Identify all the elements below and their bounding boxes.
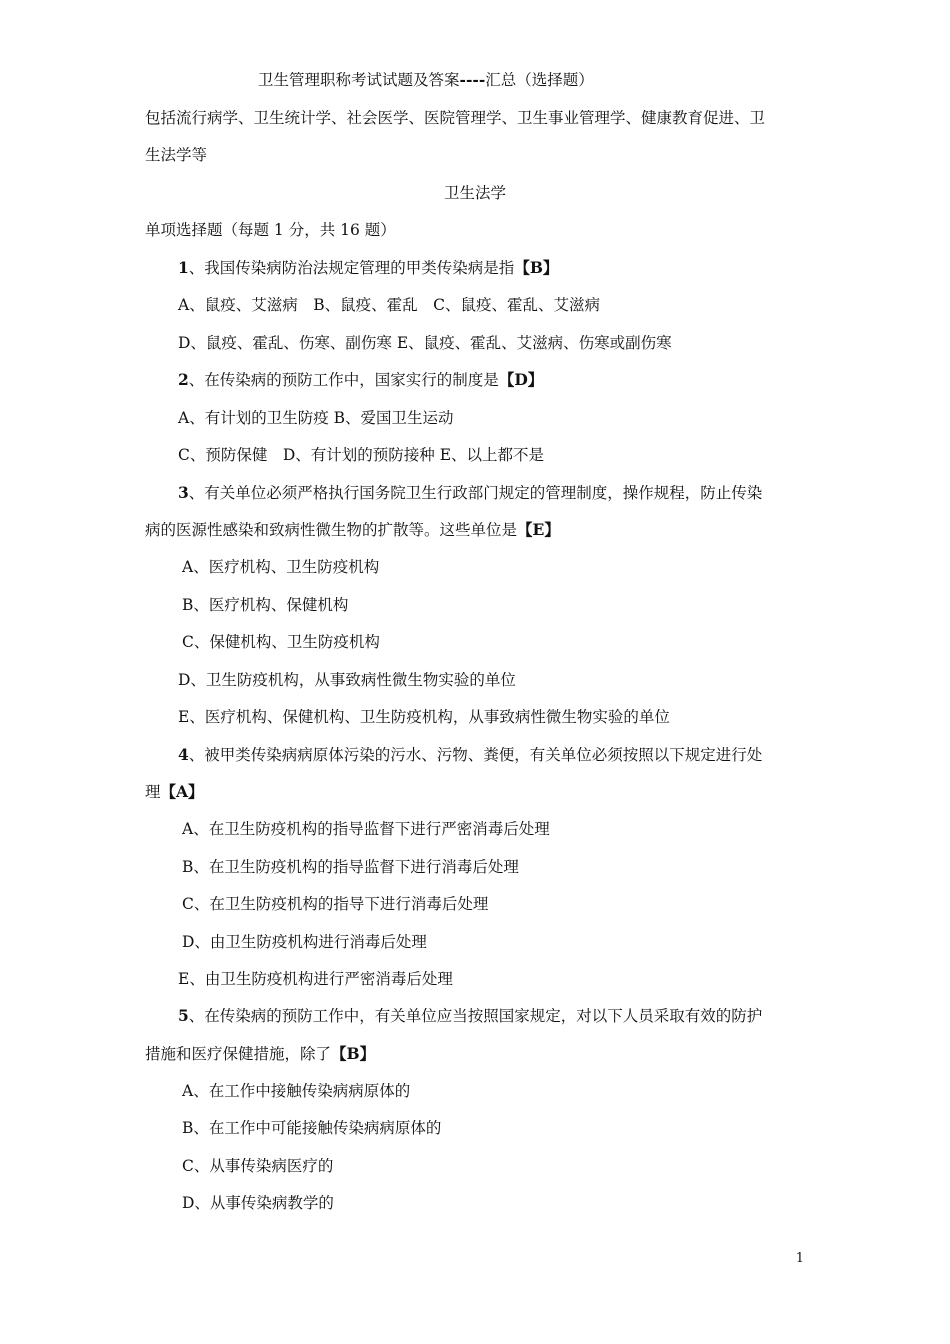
question-text: 、在传染病的预防工作中，有关单位应当按照国家规定，对以下人员采取有效的防护 [188,1007,763,1025]
question-number: 2 [178,370,189,389]
q4-option-e: E、由卫生防疫机构进行严密消毒后处理 [178,970,453,988]
question-text: 、我国传染病防治法规定管理的甲类传染病是指 [188,259,515,277]
question-3-cont [145,520,560,540]
question-2 [178,370,543,390]
q5-option-d: D、从事传染病教学的 [182,1194,334,1212]
answer-key: 【A】 [160,782,204,801]
intro-line-2: 生法学等 [145,146,208,164]
intro-line-1: 包括流行病学、卫生统计学、社会医学、医院管理学、卫生事业管理学、健康教育促进、卫 [145,109,766,127]
q5-option-c: C、从事传染病医疗的 [182,1157,334,1175]
question-3 [178,483,762,503]
answer-key: 【B】 [514,258,559,277]
answer-key: 【D】 [498,370,544,389]
doc-title-suffix: 汇总（选择题） [485,71,594,89]
question-text: 、被甲类传染病病原体污染的污水、污物、粪便，有关单位必须按照以下规定进行处 [188,746,763,764]
q1-options-line-1: A、鼠疫、艾滋病 B、鼠疫、霍乱 C、鼠疫、霍乱、艾滋病 [178,296,600,314]
q4-option-a: A、在卫生防疫机构的指导监督下进行严密消毒后处理 [182,820,550,838]
q5-option-a: A、在工作中接触传染病病原体的 [182,1082,411,1100]
question-text: 病的医源性感染和致病性微生物的扩散等。这些单位是 [145,521,518,539]
section-note: 单项选择题（每题 1 分，共 16 题） [145,221,396,239]
question-number: 4 [178,745,189,764]
q2-options-line-2: C、预防保健 D、有计划的预防接种 E、以上都不是 [178,446,545,464]
q4-option-d: D、由卫生防疫机构进行消毒后处理 [182,933,427,951]
q4-option-c: C、在卫生防疫机构的指导下进行消毒后处理 [182,895,489,913]
doc-title-dashes: ---- [459,70,486,89]
question-text: 、在传染病的预防工作中，国家实行的制度是 [188,371,499,389]
q4-option-b: B、在卫生防疫机构的指导监督下进行消毒后处理 [182,858,519,876]
question-5-cont [145,1044,375,1064]
q5-option-b: B、在工作中可能接触传染病病原体的 [182,1119,442,1137]
page-number: 1 [795,1251,804,1266]
answer-key: 【B】 [331,1044,376,1063]
question-text: 理 [145,783,161,801]
question-number: 1 [178,258,189,277]
q3-option-b: B、医疗机构、保健机构 [182,596,349,614]
doc-title [258,70,594,90]
question-4 [178,745,762,765]
doc-title-text: 卫生管理职称考试试题及答案 [258,71,460,89]
question-5 [178,1006,762,1026]
q2-options-line-1: A、有计划的卫生防疫 B、爱国卫生运动 [178,409,454,427]
q3-option-e: E、医疗机构、保健机构、卫生防疫机构，从事致病性微生物实验的单位 [178,708,670,726]
q1-options-line-2: D、鼠疫、霍乱、伤寒、副伤寒 E、鼠疫、霍乱、艾滋病、伤寒或副伤寒 [178,334,672,352]
question-number: 5 [178,1006,189,1025]
question-number: 3 [178,483,189,502]
question-1 [178,258,558,278]
q3-option-c: C、保健机构、卫生防疫机构 [182,633,380,651]
section-title: 卫生法学 [443,184,506,202]
question-text: 措施和医疗保健措施，除了 [145,1045,332,1063]
question-text: 、有关单位必须严格执行国务院卫生行政部门规定的管理制度，操作规程，防止传染 [188,484,763,502]
answer-key: 【E】 [517,520,560,539]
question-4-cont [145,782,204,802]
q3-option-d: D、卫生防疫机构，从事致病性微生物实验的单位 [178,671,516,689]
q3-option-a: A、医疗机构、卫生防疫机构 [182,558,380,576]
